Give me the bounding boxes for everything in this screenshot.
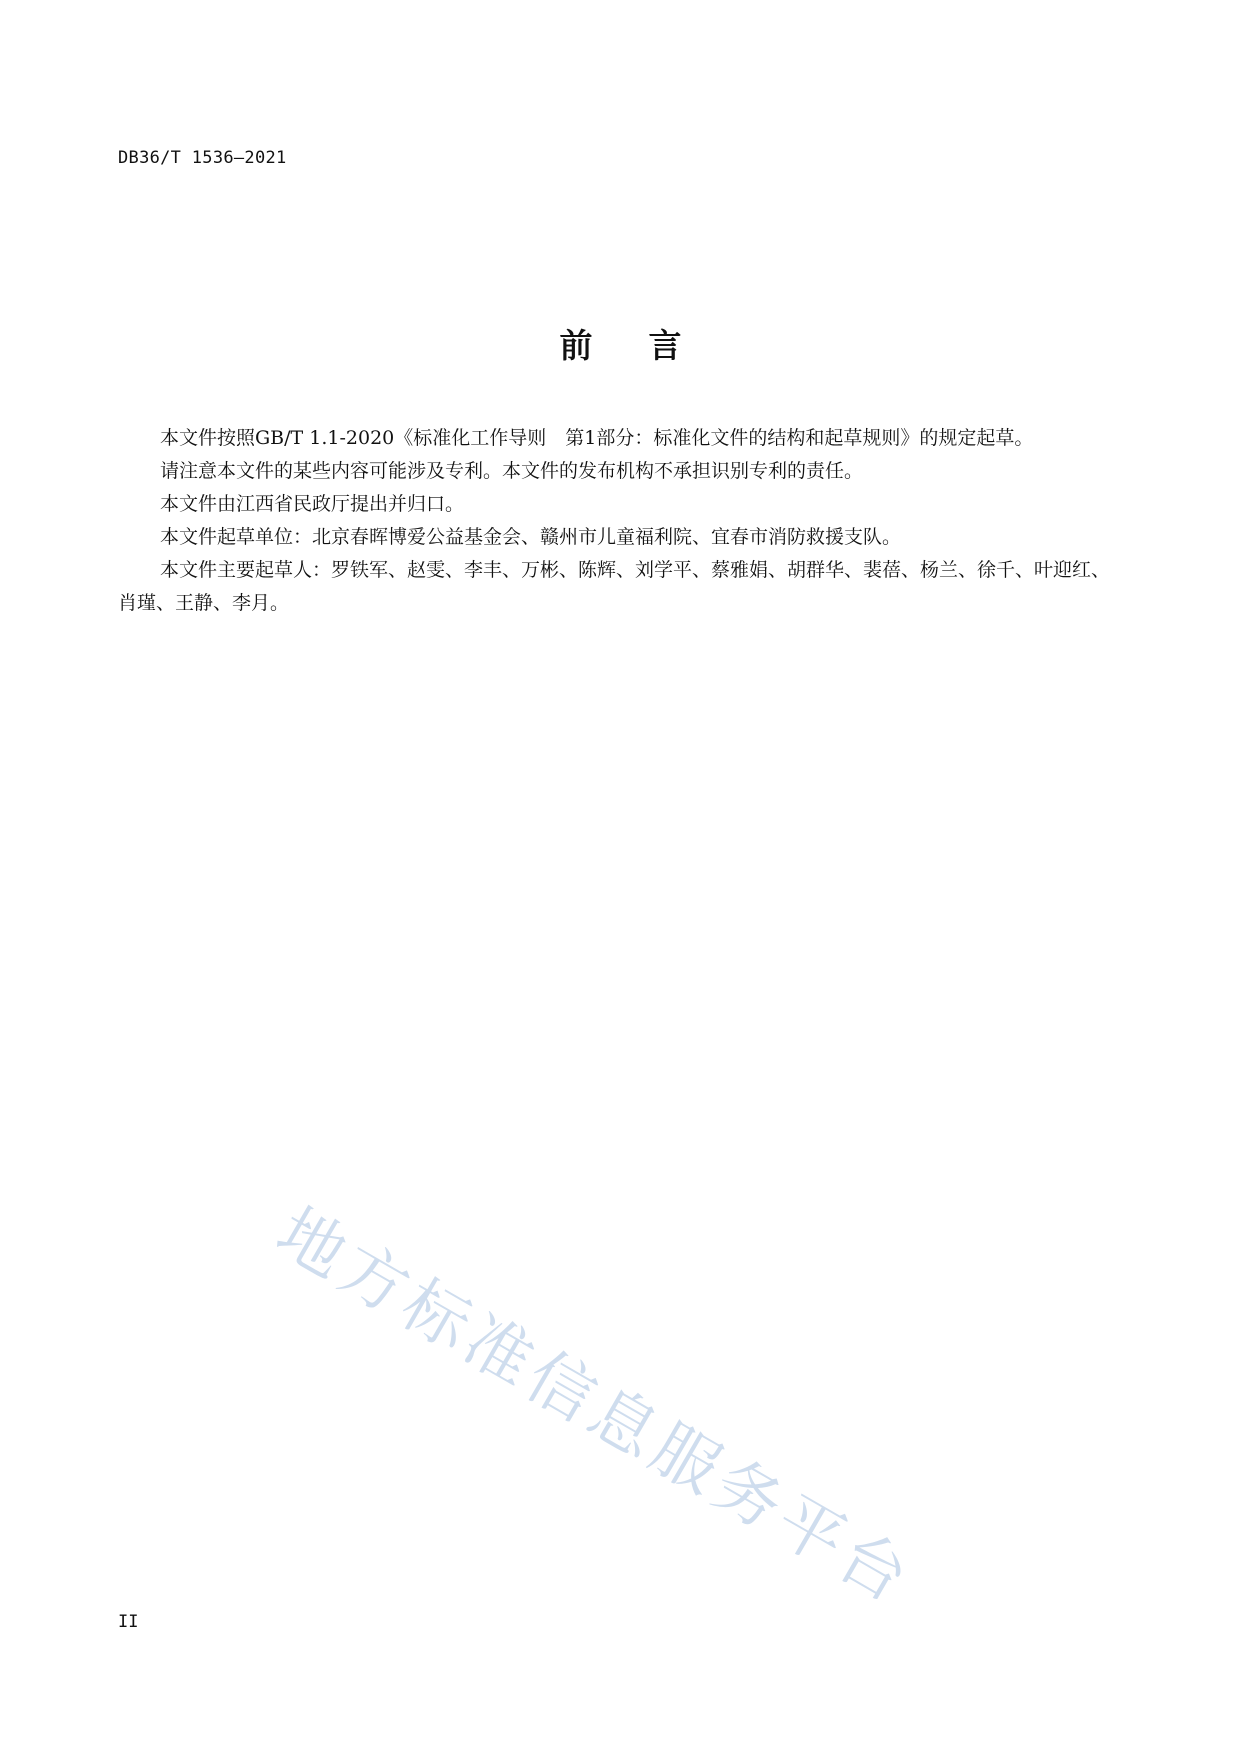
section-title [0,320,1241,367]
watermark: 地方标准信息服务平台 [264,1192,927,1620]
paragraph-patent-notice: 请注意本文件的某些内容可能涉及专利。本文件的发布机构不承担识别专利的责任。 [160,460,864,482]
paragraph-drafters: 本文件主要起草人：罗铁军、赵雯、李丰、万彬、陈辉、刘学平、蔡雅娟、胡群华、裴蓓、杨兰、徐千、叶迎红、肖瑾、王静、李月。 [118,559,1111,614]
title-char-2: 言 [648,326,682,365]
paragraph-drafting-rules: 本文件按照GB/T 1.1-2020《标准化工作导则 第1部分：标准化文件的结构和起草规则》的规定起草。 [160,427,1034,449]
title-char-1: 前 [559,326,593,365]
document-code: DB36/T 1536—2021 [118,148,287,168]
paragraph-drafting-units: 本文件起草单位：北京春晖博爱公益基金会、赣州市儿童福利院、宜春市消防救援支队。 [160,526,902,548]
preface-body [118,422,1118,620]
paragraph-proposer: 本文件由江西省民政厅提出并归口。 [160,493,465,515]
page-number: II [118,1612,139,1632]
